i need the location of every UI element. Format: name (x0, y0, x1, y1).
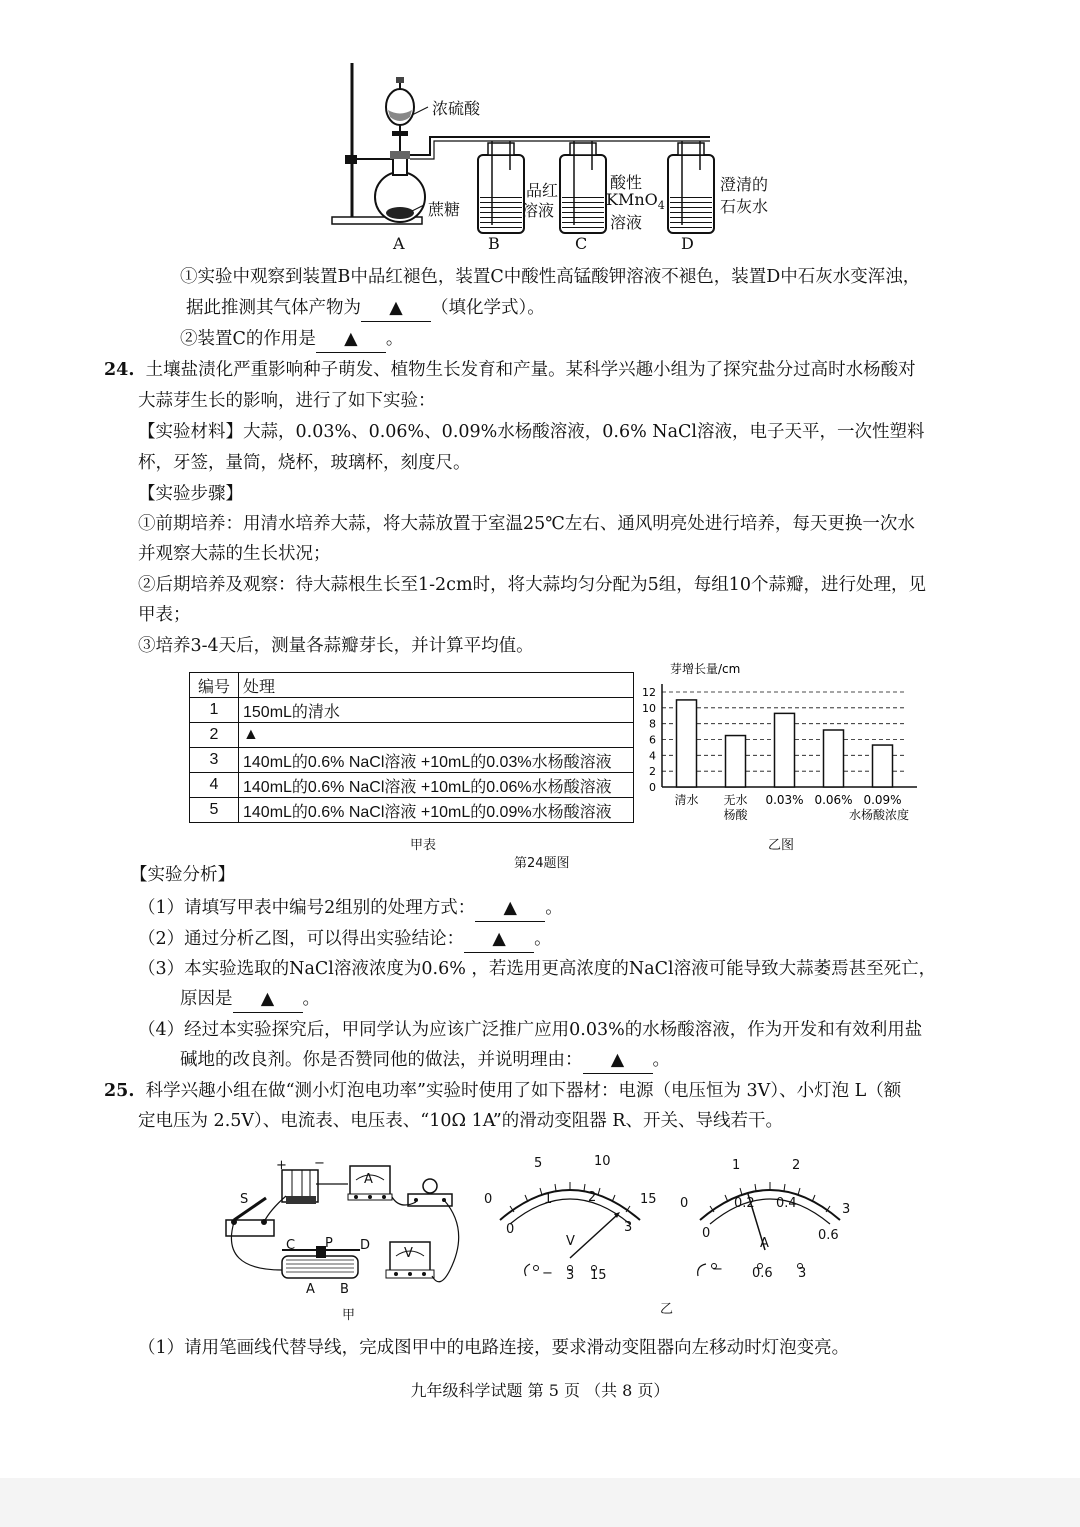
table-cell: 140mL的0.6% NaCl溶液 +10mL的0.03%水杨酸溶液 (239, 748, 634, 773)
figure-caption: 第24题图 (514, 856, 570, 871)
q24-materials-line1: 【实验材料】大蒜，0.03%、0.06%、0.09%水杨酸溶液，0.6% NaCl溶液，电子天平，一次性塑料 (138, 422, 925, 442)
q23-part1-line1: ①实验中观察到装置B中品红褪色，装置C中酸性高锰酸钾溶液不褪色，装置D中石灰水变浑浊， (180, 267, 921, 287)
bar (873, 745, 893, 787)
voltmeter-outer-5: 5 (534, 1156, 543, 1171)
bar-chart (630, 655, 930, 835)
q25-line1: 25. 科学兴趣小组在做“测小灯泡电功率”实验时使用了如下器材：电源（电压恒为 3V）、小灯泡 L（额 (104, 1081, 902, 1101)
label-c-3: 溶液 (610, 213, 643, 232)
y-tick-label: 12 (642, 686, 656, 699)
table-cell: 2 (190, 723, 239, 748)
bottle-d (668, 141, 714, 233)
label-minus: − (314, 1156, 325, 1171)
letter-b: B (488, 234, 500, 253)
q24-analysis-title: 【实验分析】 (130, 865, 235, 885)
ammeter-outer-0: 0 (680, 1196, 689, 1211)
q24-step3: ③培养3-4天后，测量各蒜瓣芽长，并计算平均值。 (138, 636, 534, 656)
x-tick-label: 0.09% (863, 793, 902, 807)
voltmeter-inner-1: 1 (544, 1192, 553, 1207)
answer-blank[interactable]: ▲ (233, 986, 303, 1013)
table-cell: 3 (190, 748, 239, 773)
table-header-cell: 处理 (239, 673, 634, 698)
q24-analysis-4-line1: （4）经过本实验探究后，甲同学认为应该广泛推广应用0.03%的水杨酸溶液，作为开发和有效利用盐 (138, 1020, 923, 1040)
treatment-table (189, 672, 634, 823)
q24-step1-line1: ①前期培养：用清水培养大蒜，将大蒜放置于室温25℃左右、通风明亮处进行培养，每天更换一次水 (138, 514, 915, 534)
label-switch: S (240, 1192, 249, 1207)
voltmeter-inner-3: 3 (624, 1220, 633, 1235)
x-tick-label: 清水 (674, 793, 699, 807)
table-cell: 140mL的0.6% NaCl溶液 +10mL的0.06%水杨酸溶液 (239, 773, 634, 798)
y-axis-label: 芽增长量/cm (670, 662, 741, 676)
table-cell[interactable]: ▲ (239, 723, 634, 748)
q24-analysis-4-line2: 碱地的改良剂。你是否赞同他的做法，并说明理由： ▲ 。 (180, 1047, 670, 1074)
bar (824, 730, 844, 787)
voltmeter-unit: V (566, 1234, 575, 1249)
q25-sub1: （1）请用笔画线代替导线，完成图甲中的电路连接，要求滑动变阻器向左移动时灯泡变亮。 (138, 1338, 850, 1358)
y-tick-label: 2 (649, 765, 656, 779)
y-tick-label: 4 (649, 749, 656, 763)
bottle-b (478, 141, 524, 233)
label-c: C (286, 1238, 296, 1253)
table-cell: 4 (190, 773, 239, 798)
x-axis-label: 水杨酸浓度 (848, 808, 909, 822)
q24-step2-line1: ②后期培养及观察：待大蒜根生长至1-2cm时，将大蒜均匀分配为5组，每组10个蒜瓣，进行处理，见 (138, 575, 926, 595)
q24-analysis-3-line1: （3）本实验选取的NaCl溶液浓度为0.6% ，若选用更高浓度的NaCl溶液可能导致大蒜萎焉甚至死亡， (138, 959, 937, 979)
table-header-row (190, 673, 634, 698)
letter-c: C (575, 234, 588, 253)
q25-line2: 定电压为 2.5V）、电流表、电压表、“10Ω 1A”的滑动变阻器 R、开关、导线若干。 (138, 1111, 783, 1131)
x-tick-label: 0.06% (814, 793, 853, 807)
ammeter-unit: A (760, 1236, 769, 1251)
q24-materials-line2: 杯，牙签，量筒，烧杯，玻璃杯，刻度尺。 (138, 453, 471, 473)
label-d: D (360, 1238, 371, 1253)
table-cell: 5 (190, 798, 239, 823)
bar (775, 713, 795, 787)
q24-steps-title: 【实验步骤】 (138, 484, 243, 504)
label-sugar: 蔗糖 (428, 200, 461, 219)
answer-blank[interactable]: ▲ (583, 1047, 653, 1074)
label-b-1: 品红 (526, 181, 559, 200)
question-number: 25. (104, 1081, 135, 1101)
ammeter-inner-0: 0 (702, 1226, 711, 1241)
letter-d: D (681, 234, 694, 253)
label-plus: + (276, 1158, 287, 1173)
apparatus-figure (320, 55, 800, 260)
table-row (190, 748, 634, 773)
table-row (190, 798, 634, 823)
ammeter-terminal-0-6: 0.6 (752, 1266, 773, 1281)
bar (726, 736, 746, 787)
x-tick-label: 杨酸 (723, 808, 748, 822)
q24-analysis-2: （2）通过分析乙图，可以得出实验结论： ▲ 。 (138, 926, 552, 953)
y-tick-label: 8 (649, 717, 656, 731)
answer-blank[interactable]: ▲ (475, 895, 545, 922)
voltmeter-outer-10: 10 (594, 1154, 611, 1169)
label-b-2: 溶液 (522, 201, 555, 220)
label-p: P (325, 1236, 333, 1251)
q23-part1-line2: 据此推测其气体产物为 ▲ （填化学式）。 (186, 295, 545, 322)
table-header-cell: 编号 (190, 673, 239, 698)
bottom-band (0, 1478, 1080, 1527)
y-tick-label: 6 (649, 733, 656, 747)
voltmeter-terminal-3: 3 (566, 1268, 575, 1283)
table-cell: 140mL的0.6% NaCl溶液 +10mL的0.09%水杨酸溶液 (239, 798, 634, 823)
ammeter-terminal-neg: − (712, 1262, 723, 1277)
label-voltmeter: V (404, 1246, 413, 1261)
table-row (190, 698, 634, 723)
ammeter-outer-1: 1 (732, 1158, 741, 1173)
label-acid: 浓硫酸 (432, 99, 481, 118)
q24-analysis-1: （1）请填写甲表中编号2组别的处理方式： ▲ 。 (138, 895, 563, 922)
q24-intro-line2: 大蒜芽生长的影响，进行了如下实验： (138, 391, 436, 411)
voltmeter-terminal-15: 15 (590, 1268, 607, 1283)
letter-a: A (393, 234, 405, 253)
ammeter-terminal-3: 3 (798, 1266, 807, 1281)
voltmeter-outer-15: 15 (640, 1192, 657, 1207)
ammeter-outer-2: 2 (792, 1158, 801, 1173)
voltmeter-outer-0: 0 (484, 1192, 493, 1207)
question-number: 24. (104, 360, 135, 380)
label-a-terminal: A (306, 1282, 315, 1297)
label-d-1: 澄清的 (720, 175, 769, 194)
label-ammeter: A (364, 1172, 373, 1187)
voltmeter-terminal-neg: − (542, 1266, 553, 1281)
voltmeter-inner-0: 0 (506, 1222, 515, 1237)
table-cell: 1 (190, 698, 239, 723)
answer-blank[interactable]: ▲ (361, 295, 431, 322)
x-tick-label: 无水 (723, 793, 748, 807)
answer-blank[interactable]: ▲ (464, 926, 534, 953)
q24-step1-line2: 并观察大蒜的生长状况； (138, 544, 331, 564)
table-row (190, 723, 634, 748)
ammeter-inner-0-4: 0.4 (776, 1196, 797, 1211)
table-row (190, 773, 634, 798)
q24-analysis-3-line2: 原因是 ▲ 。 (180, 986, 320, 1013)
y-tick-label: 10 (642, 701, 656, 715)
x-tick-label: 0.03% (765, 793, 804, 807)
chart-caption: 乙图 (768, 838, 795, 853)
page-footer: 九年级科学试题 第 5 页 （共 8 页） (410, 1381, 670, 1400)
y-tick-label: 0 (649, 781, 656, 794)
table-caption: 甲表 (410, 838, 437, 853)
table-cell: 150mL的清水 (239, 698, 634, 723)
label-d-2: 石灰水 (720, 197, 769, 216)
ammeter-inner-0-6: 0.6 (818, 1228, 839, 1243)
q24-step2-line2: 甲表； (138, 605, 191, 625)
circuit-caption: 甲 (342, 1308, 356, 1323)
bottle-c (560, 141, 606, 233)
q23-part2: ②装置C的作用是 ▲ 。 (180, 326, 403, 353)
q24-intro-line1: 24. 土壤盐渍化严重影响种子萌发、植物生长发育和产量。某科学兴趣小组为了探究盐分过高时水杨酸对 (104, 360, 916, 380)
ammeter-outer-3: 3 (842, 1202, 851, 1217)
answer-blank[interactable]: ▲ (316, 326, 386, 353)
label-c-2: KMnO$_4$ (606, 190, 665, 213)
meters-caption: 乙 (660, 1302, 674, 1317)
bar (677, 700, 697, 787)
label-c-1: 酸性 (610, 173, 643, 192)
ammeter-inner-0-2: 0.2 (734, 1196, 755, 1211)
voltmeter-inner-2: 2 (588, 1190, 597, 1205)
meters-figure (470, 1150, 870, 1300)
label-b-terminal: B (340, 1282, 349, 1297)
